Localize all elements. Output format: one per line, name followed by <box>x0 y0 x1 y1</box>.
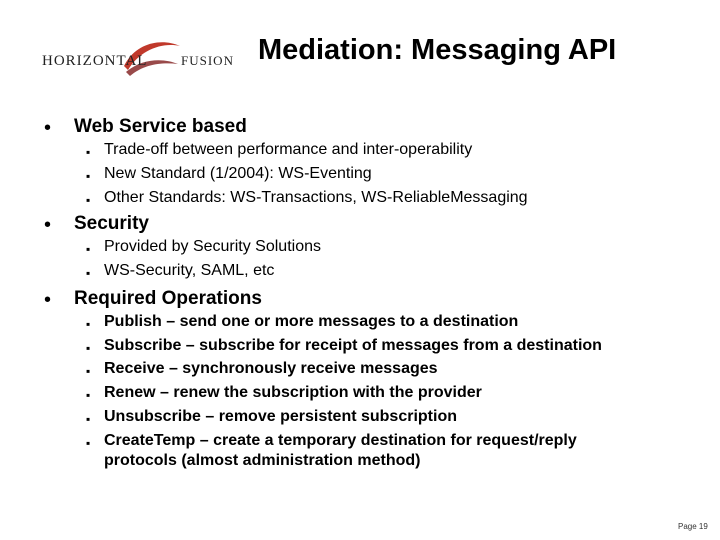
sub-bullet-icon: ▪ <box>86 193 91 207</box>
sub-bullet-icon: ▪ <box>86 242 91 256</box>
sub-item: Publish – send one or more messages to a destination <box>104 313 519 330</box>
sub-bullet-icon: ▪ <box>86 388 91 402</box>
sub-bullet-icon: ▪ <box>86 412 91 426</box>
bullet-required-operations: Required Operations <box>74 288 262 309</box>
sub-item: WS-Security, SAML, etc <box>104 262 275 279</box>
bullet-icon: • <box>44 214 52 236</box>
sub-bullet-icon: ▪ <box>86 364 91 378</box>
sub-item: Other Standards: WS-Transactions, WS-ReliableMessaging <box>104 189 528 206</box>
sub-item: CreateTemp – create a temporary destination for request/reply <box>104 432 577 449</box>
bullet-icon: • <box>44 289 52 311</box>
sub-item: Subscribe – subscribe for receipt of messages from a destination <box>104 337 602 354</box>
sub-bullet-icon: ▪ <box>86 436 91 450</box>
page-number: Page 19 <box>678 522 708 531</box>
logo-text-left: HORIZONTAL <box>42 53 148 69</box>
slide-title: Mediation: Messaging API <box>258 34 617 66</box>
sub-bullet-icon: ▪ <box>86 317 91 331</box>
sub-item: New Standard (1/2004): WS-Eventing <box>104 165 372 182</box>
logo-text-right: FUSION <box>181 53 234 68</box>
sub-bullet-icon: ▪ <box>86 169 91 183</box>
sub-item: Unsubscribe – remove persistent subscription <box>104 408 457 425</box>
sub-bullet-icon: ▪ <box>86 266 91 280</box>
bullet-security: Security <box>74 213 149 234</box>
sub-item: Trade-off between performance and inter-operability <box>104 141 473 158</box>
bullet-web-service: Web Service based <box>74 116 247 137</box>
sub-bullet-icon: ▪ <box>86 145 91 159</box>
horizontal-fusion-logo <box>28 30 236 86</box>
sub-item-continuation: protocols (almost administration method) <box>104 452 421 469</box>
sub-item: Receive – synchronously receive messages <box>104 360 438 377</box>
sub-item: Renew – renew the subscription with the provider <box>104 384 482 401</box>
sub-item: Provided by Security Solutions <box>104 238 321 255</box>
bullet-icon: • <box>44 117 52 139</box>
sub-bullet-icon: ▪ <box>86 341 91 355</box>
